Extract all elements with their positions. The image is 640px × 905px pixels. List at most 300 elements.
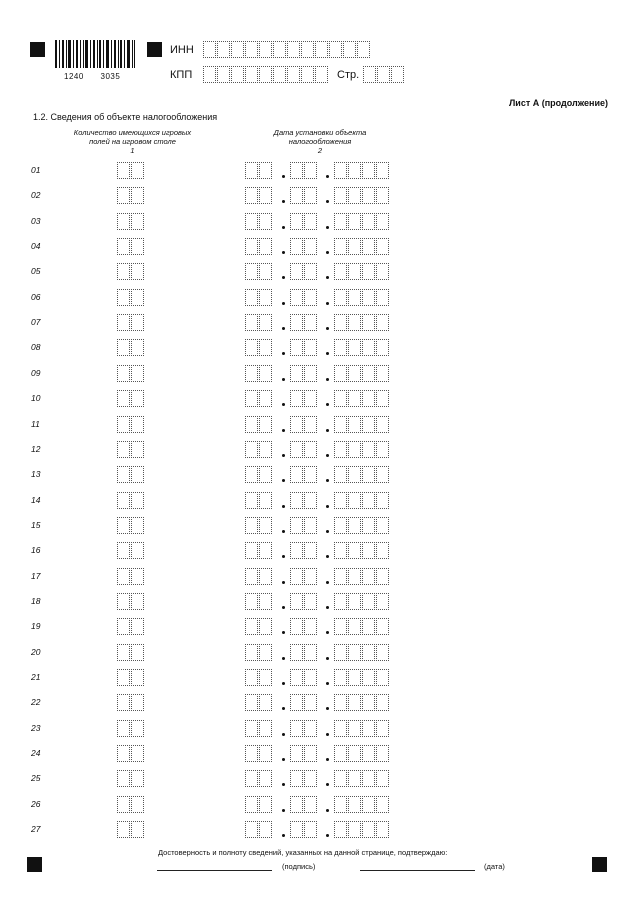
install-day-input[interactable] [245, 796, 273, 813]
input-cell[interactable] [245, 644, 258, 661]
input-cell[interactable] [131, 314, 144, 331]
install-day-input[interactable] [245, 669, 273, 686]
install-day-input[interactable] [245, 441, 273, 458]
input-cell[interactable] [334, 441, 347, 458]
install-month-input[interactable] [290, 441, 318, 458]
input-cell[interactable] [259, 289, 272, 306]
input-cell[interactable] [259, 593, 272, 610]
input-cell[interactable] [245, 618, 258, 635]
input-cell[interactable] [348, 745, 361, 762]
install-month-input[interactable] [290, 416, 318, 433]
input-cell[interactable] [376, 466, 389, 483]
input-cell[interactable] [362, 796, 375, 813]
input-cell[interactable] [334, 187, 347, 204]
input-cell[interactable] [117, 593, 130, 610]
input-cell[interactable] [334, 593, 347, 610]
install-year-input[interactable] [334, 542, 390, 559]
install-month-input[interactable] [290, 162, 318, 179]
input-cell[interactable] [334, 289, 347, 306]
input-cell[interactable] [290, 669, 303, 686]
input-cell[interactable] [259, 542, 272, 559]
input-cell[interactable] [245, 694, 258, 711]
game-fields-count-input[interactable] [117, 492, 145, 509]
input-cell[interactable] [376, 644, 389, 661]
input-cell[interactable] [117, 821, 130, 838]
input-cell[interactable] [348, 263, 361, 280]
install-day-input[interactable] [245, 466, 273, 483]
input-cell[interactable] [245, 289, 258, 306]
input-cell[interactable] [131, 289, 144, 306]
install-year-input[interactable] [334, 289, 390, 306]
install-month-input[interactable] [290, 238, 318, 255]
input-cell[interactable] [245, 745, 258, 762]
game-fields-count-input[interactable] [117, 162, 145, 179]
input-cell[interactable] [362, 720, 375, 737]
input-cell[interactable] [131, 213, 144, 230]
input-cell[interactable] [259, 441, 272, 458]
input-cell[interactable] [245, 416, 258, 433]
input-cell[interactable] [362, 314, 375, 331]
input-cell[interactable] [117, 644, 130, 661]
input-cell[interactable] [304, 770, 317, 787]
install-day-input[interactable] [245, 745, 273, 762]
input-cell[interactable] [131, 365, 144, 382]
date-line[interactable] [360, 870, 475, 871]
install-year-input[interactable] [334, 644, 390, 661]
input-cell[interactable] [131, 618, 144, 635]
input-cell[interactable] [131, 339, 144, 356]
input-cell[interactable] [334, 517, 347, 534]
input-cell[interactable] [259, 796, 272, 813]
input-cell[interactable] [304, 618, 317, 635]
install-month-input[interactable] [290, 466, 318, 483]
input-cell[interactable] [117, 745, 130, 762]
input-cell[interactable] [362, 238, 375, 255]
input-cell[interactable] [362, 339, 375, 356]
input-cell[interactable] [290, 416, 303, 433]
input-cell[interactable] [304, 365, 317, 382]
input-cell[interactable] [290, 568, 303, 585]
input-cell[interactable] [376, 289, 389, 306]
install-day-input[interactable] [245, 517, 273, 534]
input-cell[interactable] [259, 694, 272, 711]
input-cell[interactable] [362, 618, 375, 635]
input-cell[interactable] [376, 796, 389, 813]
install-month-input[interactable] [290, 517, 318, 534]
input-cell[interactable] [348, 238, 361, 255]
input-cell[interactable] [334, 416, 347, 433]
input-cell[interactable] [290, 390, 303, 407]
input-cell[interactable] [290, 694, 303, 711]
input-cell[interactable] [376, 365, 389, 382]
install-day-input[interactable] [245, 162, 273, 179]
input-cell[interactable] [304, 314, 317, 331]
input-cell[interactable] [334, 542, 347, 559]
input-cell[interactable] [117, 416, 130, 433]
input-cell[interactable] [290, 517, 303, 534]
input-cell[interactable] [362, 669, 375, 686]
input-cell[interactable] [348, 694, 361, 711]
game-fields-count-input[interactable] [117, 669, 145, 686]
input-cell[interactable] [348, 517, 361, 534]
input-cell[interactable] [376, 694, 389, 711]
game-fields-count-input[interactable] [117, 770, 145, 787]
input-cell[interactable] [376, 517, 389, 534]
input-cell[interactable] [290, 162, 303, 179]
game-fields-count-input[interactable] [117, 263, 145, 280]
game-fields-count-input[interactable] [117, 796, 145, 813]
input-cell[interactable] [259, 339, 272, 356]
input-cell[interactable] [131, 720, 144, 737]
input-cell[interactable] [131, 669, 144, 686]
input-cell[interactable] [304, 644, 317, 661]
install-day-input[interactable] [245, 339, 273, 356]
input-cell[interactable] [245, 441, 258, 458]
input-cell[interactable] [131, 517, 144, 534]
input-cell[interactable] [131, 745, 144, 762]
input-cell[interactable] [376, 263, 389, 280]
input-cell[interactable] [259, 618, 272, 635]
input-cell[interactable] [362, 263, 375, 280]
input-cell[interactable] [290, 821, 303, 838]
input-cell[interactable] [304, 796, 317, 813]
input-cell[interactable] [376, 669, 389, 686]
input-cell[interactable] [362, 517, 375, 534]
input-cell[interactable] [348, 669, 361, 686]
input-cell[interactable] [117, 339, 130, 356]
input-cell[interactable] [348, 796, 361, 813]
input-cell[interactable] [334, 796, 347, 813]
input-cell[interactable] [334, 821, 347, 838]
game-fields-count-input[interactable] [117, 441, 145, 458]
input-cell[interactable] [362, 492, 375, 509]
input-cell[interactable] [117, 694, 130, 711]
input-cell[interactable] [348, 542, 361, 559]
install-day-input[interactable] [245, 568, 273, 585]
input-cell[interactable] [131, 770, 144, 787]
input-cell[interactable] [304, 263, 317, 280]
input-cell[interactable] [117, 669, 130, 686]
install-year-input[interactable] [334, 593, 390, 610]
game-fields-count-input[interactable] [117, 720, 145, 737]
input-cell[interactable] [290, 770, 303, 787]
input-cell[interactable] [290, 213, 303, 230]
install-year-input[interactable] [334, 669, 390, 686]
input-cell[interactable] [131, 162, 144, 179]
install-month-input[interactable] [290, 568, 318, 585]
input-cell[interactable] [362, 441, 375, 458]
input-cell[interactable] [290, 365, 303, 382]
install-month-input[interactable] [290, 821, 318, 838]
input-cell[interactable] [117, 162, 130, 179]
input-cell[interactable] [334, 492, 347, 509]
input-cell[interactable] [290, 720, 303, 737]
install-month-input[interactable] [290, 339, 318, 356]
input-cell[interactable] [348, 593, 361, 610]
install-month-input[interactable] [290, 745, 318, 762]
input-cell[interactable] [245, 593, 258, 610]
input-cell[interactable] [245, 187, 258, 204]
input-cell[interactable] [334, 339, 347, 356]
input-cell[interactable] [376, 238, 389, 255]
input-cell[interactable] [245, 492, 258, 509]
input-cell[interactable] [304, 694, 317, 711]
input-cell[interactable] [131, 390, 144, 407]
input-cell[interactable] [117, 263, 130, 280]
install-month-input[interactable] [290, 365, 318, 382]
input-cell[interactable] [348, 390, 361, 407]
input-cell[interactable] [290, 593, 303, 610]
input-cell[interactable] [376, 213, 389, 230]
input-cell[interactable] [117, 390, 130, 407]
game-fields-count-input[interactable] [117, 745, 145, 762]
input-cell[interactable] [259, 669, 272, 686]
input-cell[interactable] [348, 365, 361, 382]
input-cell[interactable] [131, 542, 144, 559]
install-day-input[interactable] [245, 542, 273, 559]
input-cell[interactable] [304, 593, 317, 610]
input-cell[interactable] [362, 390, 375, 407]
install-year-input[interactable] [334, 821, 390, 838]
input-cell[interactable] [304, 720, 317, 737]
input-cell[interactable] [245, 517, 258, 534]
game-fields-count-input[interactable] [117, 289, 145, 306]
input-cell[interactable] [334, 263, 347, 280]
input-cell[interactable] [117, 238, 130, 255]
input-cell[interactable] [334, 745, 347, 762]
install-day-input[interactable] [245, 694, 273, 711]
input-cell[interactable] [362, 821, 375, 838]
install-year-input[interactable] [334, 213, 390, 230]
input-cell[interactable] [376, 821, 389, 838]
input-cell[interactable] [290, 745, 303, 762]
input-cell[interactable] [245, 213, 258, 230]
install-month-input[interactable] [290, 669, 318, 686]
input-cell[interactable] [348, 821, 361, 838]
input-cell[interactable] [376, 314, 389, 331]
input-cell[interactable] [334, 669, 347, 686]
input-cell[interactable] [304, 213, 317, 230]
input-cell[interactable] [290, 187, 303, 204]
install-day-input[interactable] [245, 492, 273, 509]
game-fields-count-input[interactable] [117, 644, 145, 661]
install-year-input[interactable] [334, 796, 390, 813]
input-cell[interactable] [362, 213, 375, 230]
game-fields-count-input[interactable] [117, 542, 145, 559]
install-year-input[interactable] [334, 238, 390, 255]
page-number-field[interactable] [363, 66, 405, 83]
input-cell[interactable] [348, 162, 361, 179]
install-day-input[interactable] [245, 289, 273, 306]
install-day-input[interactable] [245, 770, 273, 787]
input-cell[interactable] [131, 416, 144, 433]
input-cell[interactable] [117, 492, 130, 509]
input-cell[interactable] [245, 669, 258, 686]
input-cell[interactable] [245, 390, 258, 407]
input-cell[interactable] [259, 745, 272, 762]
input-cell[interactable] [362, 187, 375, 204]
input-cell[interactable] [362, 593, 375, 610]
input-cell[interactable] [117, 720, 130, 737]
input-cell[interactable] [259, 517, 272, 534]
input-cell[interactable] [376, 441, 389, 458]
install-month-input[interactable] [290, 213, 318, 230]
input-cell[interactable] [259, 492, 272, 509]
game-fields-count-input[interactable] [117, 365, 145, 382]
input-cell[interactable] [259, 187, 272, 204]
install-year-input[interactable] [334, 770, 390, 787]
input-cell[interactable] [117, 213, 130, 230]
install-year-input[interactable] [334, 187, 390, 204]
input-cell[interactable] [376, 162, 389, 179]
input-cell[interactable] [259, 213, 272, 230]
input-cell[interactable] [304, 416, 317, 433]
install-year-input[interactable] [334, 339, 390, 356]
input-cell[interactable] [245, 720, 258, 737]
install-month-input[interactable] [290, 390, 318, 407]
input-cell[interactable] [131, 441, 144, 458]
input-cell[interactable] [348, 314, 361, 331]
signature-line[interactable] [157, 870, 272, 871]
input-cell[interactable] [362, 162, 375, 179]
input-cell[interactable] [259, 365, 272, 382]
install-month-input[interactable] [290, 263, 318, 280]
input-cell[interactable] [362, 694, 375, 711]
install-day-input[interactable] [245, 644, 273, 661]
game-fields-count-input[interactable] [117, 314, 145, 331]
input-cell[interactable] [131, 694, 144, 711]
install-year-input[interactable] [334, 263, 390, 280]
input-cell[interactable] [334, 720, 347, 737]
input-cell[interactable] [304, 745, 317, 762]
input-cell[interactable] [348, 339, 361, 356]
input-cell[interactable] [376, 416, 389, 433]
input-cell[interactable] [259, 390, 272, 407]
input-cell[interactable] [304, 492, 317, 509]
input-cell[interactable] [376, 390, 389, 407]
game-fields-count-input[interactable] [117, 568, 145, 585]
input-cell[interactable] [259, 416, 272, 433]
game-fields-count-input[interactable] [117, 187, 145, 204]
install-day-input[interactable] [245, 187, 273, 204]
input-cell[interactable] [362, 770, 375, 787]
input-cell[interactable] [334, 390, 347, 407]
input-cell[interactable] [348, 492, 361, 509]
input-cell[interactable] [362, 466, 375, 483]
install-month-input[interactable] [290, 618, 318, 635]
install-month-input[interactable] [290, 492, 318, 509]
input-cell[interactable] [290, 263, 303, 280]
input-cell[interactable] [245, 339, 258, 356]
input-cell[interactable] [131, 821, 144, 838]
input-cell[interactable] [290, 618, 303, 635]
input-cell[interactable] [362, 568, 375, 585]
install-year-input[interactable] [334, 416, 390, 433]
input-cell[interactable] [376, 745, 389, 762]
input-cell[interactable] [348, 568, 361, 585]
input-cell[interactable] [290, 314, 303, 331]
input-cell[interactable] [304, 517, 317, 534]
install-month-input[interactable] [290, 187, 318, 204]
input-cell[interactable] [259, 821, 272, 838]
input-cell[interactable] [304, 542, 317, 559]
install-year-input[interactable] [334, 466, 390, 483]
game-fields-count-input[interactable] [117, 517, 145, 534]
input-cell[interactable] [117, 314, 130, 331]
game-fields-count-input[interactable] [117, 238, 145, 255]
install-month-input[interactable] [290, 289, 318, 306]
input-cell[interactable] [259, 238, 272, 255]
input-cell[interactable] [376, 339, 389, 356]
install-month-input[interactable] [290, 314, 318, 331]
install-month-input[interactable] [290, 720, 318, 737]
input-cell[interactable] [117, 770, 130, 787]
install-year-input[interactable] [334, 365, 390, 382]
input-cell[interactable] [131, 492, 144, 509]
input-cell[interactable] [334, 770, 347, 787]
input-cell[interactable] [245, 466, 258, 483]
input-cell[interactable] [376, 568, 389, 585]
input-cell[interactable] [259, 720, 272, 737]
input-cell[interactable] [348, 644, 361, 661]
input-cell[interactable] [290, 644, 303, 661]
install-day-input[interactable] [245, 390, 273, 407]
input-cell[interactable] [245, 770, 258, 787]
input-cell[interactable] [245, 365, 258, 382]
input-cell[interactable] [117, 796, 130, 813]
input-cell[interactable] [290, 238, 303, 255]
install-month-input[interactable] [290, 770, 318, 787]
input-cell[interactable] [259, 644, 272, 661]
input-cell[interactable] [304, 669, 317, 686]
game-fields-count-input[interactable] [117, 416, 145, 433]
input-cell[interactable] [334, 314, 347, 331]
input-cell[interactable] [304, 466, 317, 483]
install-year-input[interactable] [334, 694, 390, 711]
install-month-input[interactable] [290, 796, 318, 813]
input-cell[interactable] [376, 770, 389, 787]
input-cell[interactable] [376, 187, 389, 204]
install-year-input[interactable] [334, 390, 390, 407]
input-cell[interactable] [362, 365, 375, 382]
input-cell[interactable] [304, 821, 317, 838]
input-cell[interactable] [348, 618, 361, 635]
input-cell[interactable] [334, 568, 347, 585]
input-cell[interactable] [117, 542, 130, 559]
game-fields-count-input[interactable] [117, 821, 145, 838]
input-cell[interactable] [348, 720, 361, 737]
input-cell[interactable] [348, 416, 361, 433]
input-cell[interactable] [304, 441, 317, 458]
input-cell[interactable] [304, 162, 317, 179]
install-day-input[interactable] [245, 618, 273, 635]
game-fields-count-input[interactable] [117, 466, 145, 483]
install-month-input[interactable] [290, 694, 318, 711]
input-cell[interactable] [290, 441, 303, 458]
input-cell[interactable] [304, 289, 317, 306]
game-fields-count-input[interactable] [117, 390, 145, 407]
input-cell[interactable] [131, 644, 144, 661]
install-year-input[interactable] [334, 314, 390, 331]
input-cell[interactable] [117, 289, 130, 306]
input-cell[interactable] [290, 289, 303, 306]
input-cell[interactable] [334, 466, 347, 483]
input-cell[interactable] [290, 492, 303, 509]
input-cell[interactable] [259, 314, 272, 331]
install-day-input[interactable] [245, 365, 273, 382]
input-cell[interactable] [348, 187, 361, 204]
input-cell[interactable] [245, 162, 258, 179]
